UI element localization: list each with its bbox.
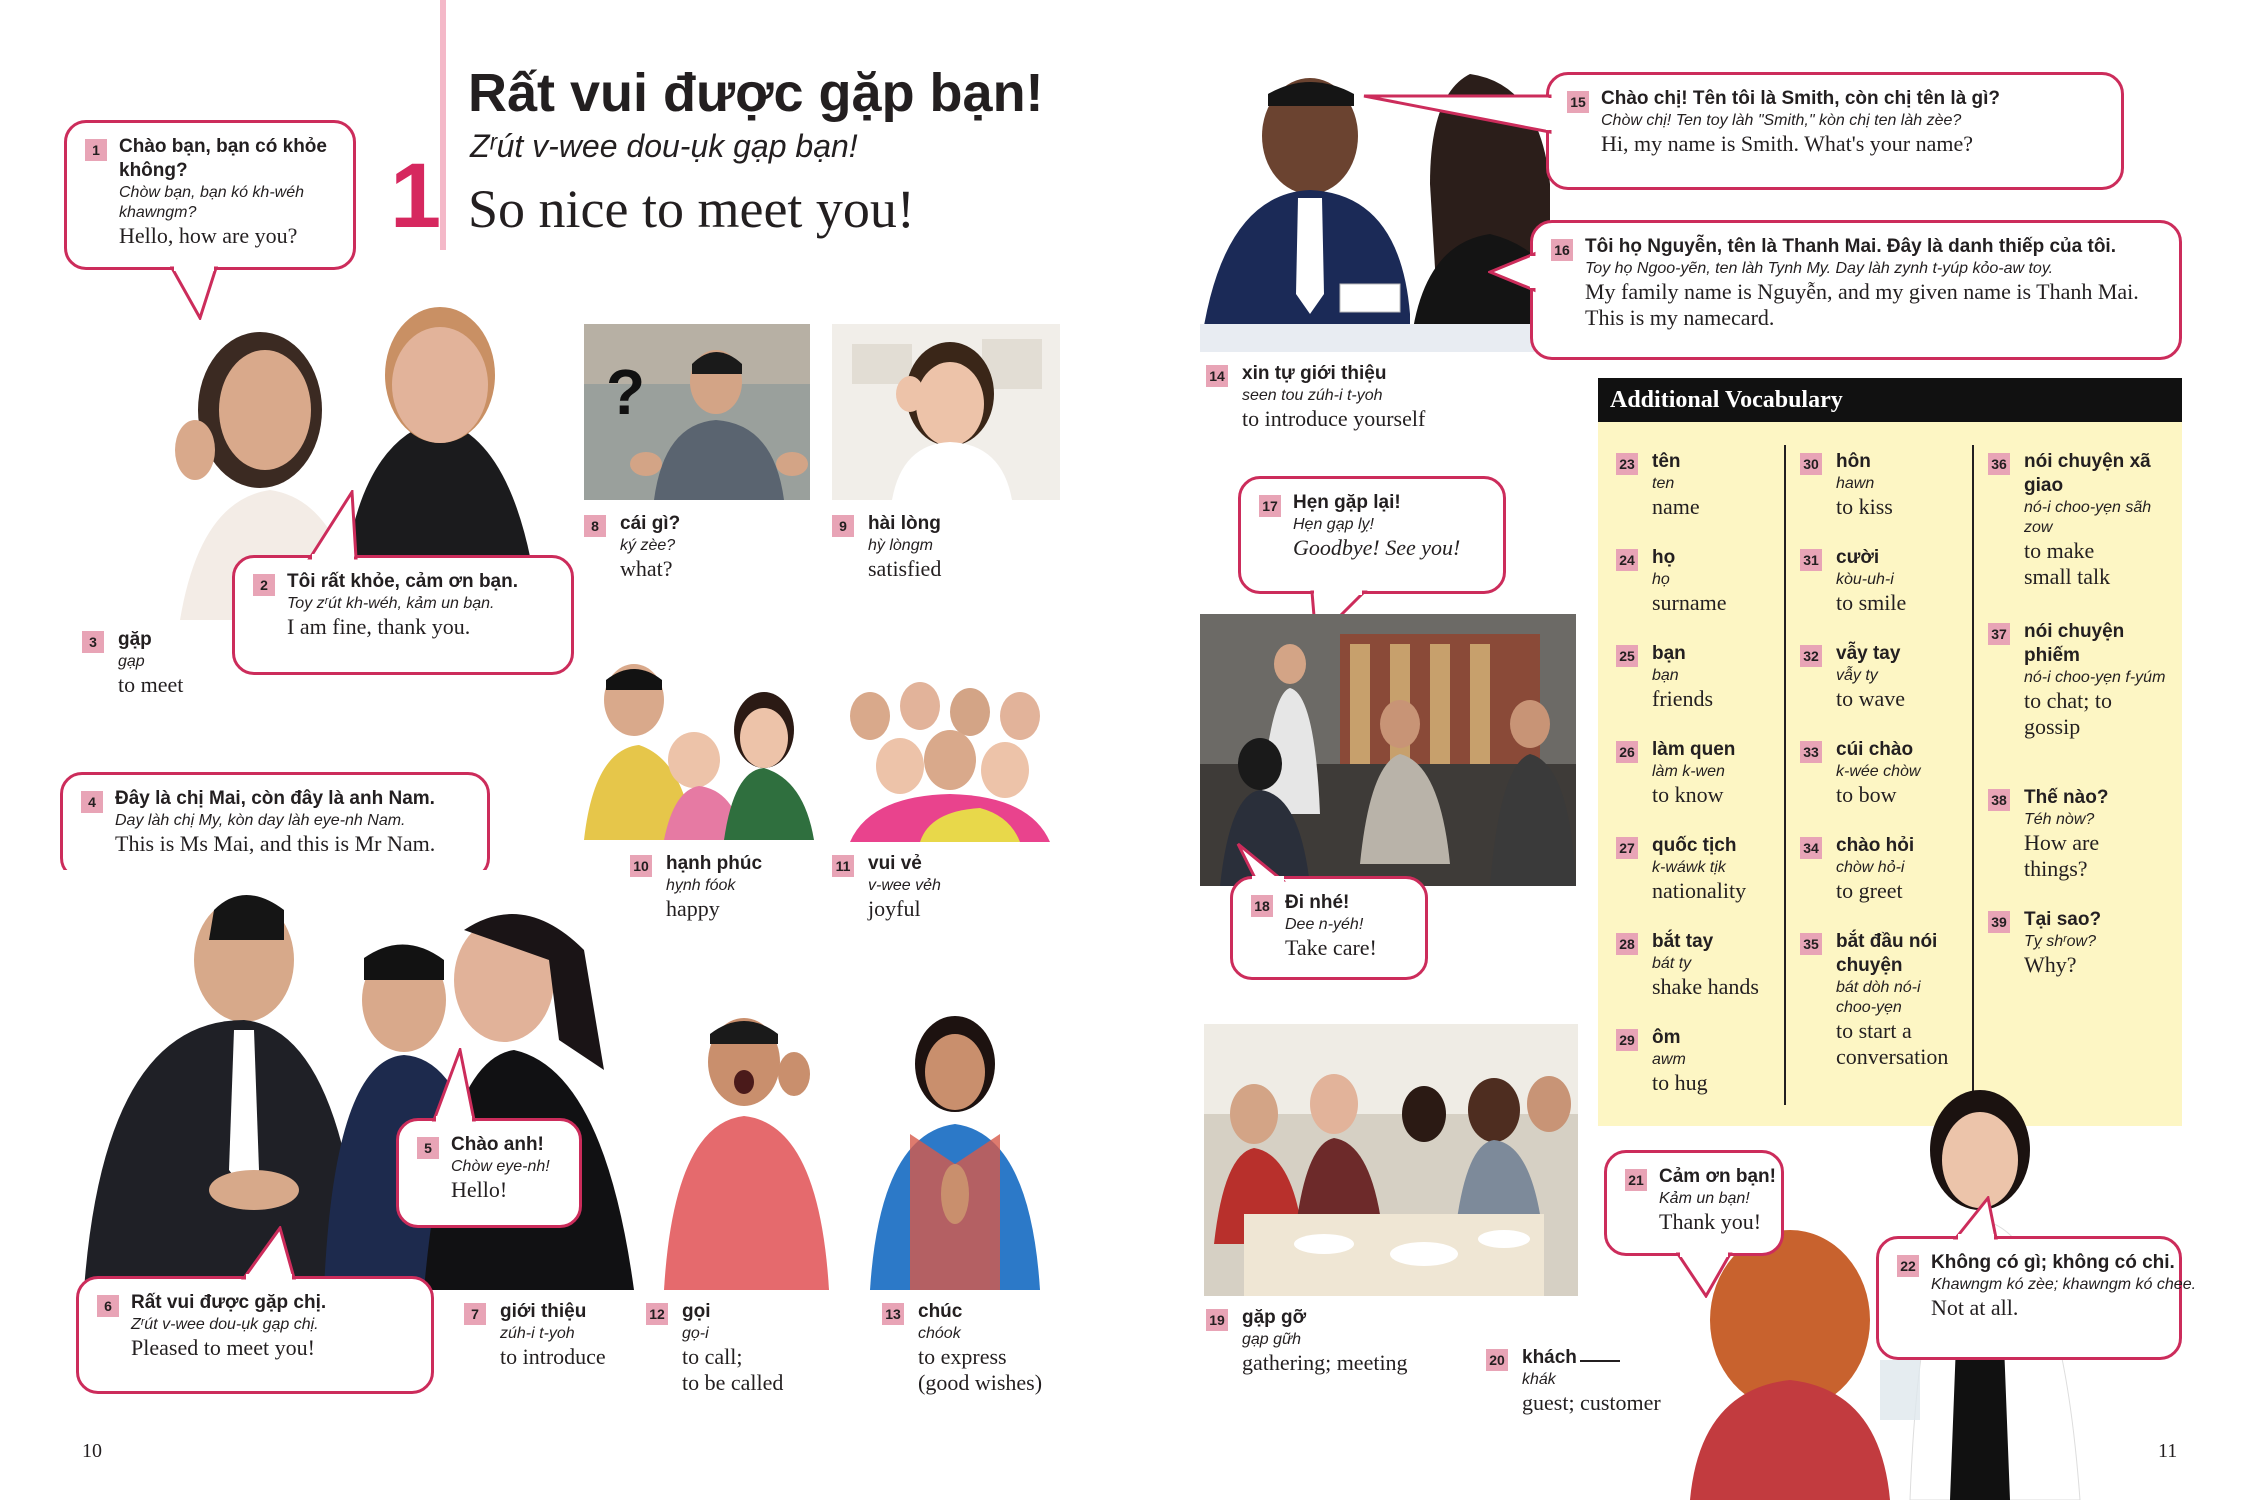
item-number: 18 xyxy=(1251,895,1273,917)
vocab-english: to express xyxy=(918,1344,1007,1369)
bubble-tail xyxy=(1676,1252,1736,1298)
vocab-pronunciation: làm k-wen xyxy=(1652,763,1725,780)
vocab-english: gathering; meeting xyxy=(1242,1350,1408,1375)
vocab-item-19 xyxy=(1206,1306,1446,1386)
svg-text:?: ? xyxy=(606,356,646,428)
vocab-vietnamese: chúc xyxy=(918,1301,963,1322)
vocab-item-9 xyxy=(832,512,1032,592)
vocab-vietnamese: giới thiệu xyxy=(500,1301,587,1322)
vocab-vietnamese: gọi xyxy=(682,1301,711,1322)
vocab-english: to make small talk xyxy=(2024,538,2111,589)
speech-bubble-22 xyxy=(1876,1236,2197,1360)
vocab-vietnamese: bắt tay xyxy=(1652,931,1714,952)
item-number: 19 xyxy=(1206,1309,1228,1331)
vocab-english: satisfied xyxy=(868,556,942,581)
vocab-pronunciation: chóok xyxy=(918,1325,961,1342)
item-number: 28 xyxy=(1616,933,1638,955)
item-number: 14 xyxy=(1206,365,1228,387)
item-number: 37 xyxy=(1988,623,2010,645)
bubble-vietnamese: Đi nhé! xyxy=(1285,892,1350,913)
vocab-english: name xyxy=(1652,494,1700,519)
vocab-item-8 xyxy=(584,512,784,592)
item-number: 23 xyxy=(1616,453,1638,475)
item-number: 26 xyxy=(1616,741,1638,763)
vocab-item-12 xyxy=(646,1300,836,1400)
vocab-english: what? xyxy=(620,556,673,581)
bubble-english: Hello! xyxy=(451,1177,508,1202)
item-number: 32 xyxy=(1800,645,1822,667)
additional-item-37 xyxy=(1988,620,2166,770)
bubble-english: This is Ms Mai, and this is Mr Nam. xyxy=(115,831,436,856)
vocab-pronunciation: gạp gữh xyxy=(1242,1331,1302,1348)
additional-item-31 xyxy=(1800,546,1970,636)
vocab-pronunciation: bạn xyxy=(1652,667,1679,684)
vocab-vietnamese: bắt đầu nói chuyện xyxy=(1836,931,1938,976)
vocab-vietnamese: gặp xyxy=(118,629,152,650)
bubble-vietnamese: Cảm ơn bạn! xyxy=(1659,1166,1776,1187)
item-number: 24 xyxy=(1616,549,1638,571)
additional-vocabulary-heading: Additional Vocabulary xyxy=(1598,378,2182,422)
bubble-tail xyxy=(240,1226,300,1280)
bubble-english: Thank you! xyxy=(1659,1209,1762,1234)
vocab-english: shake hands xyxy=(1652,974,1759,999)
vocab-pronunciation: bát ty xyxy=(1652,955,1692,972)
vocab-vietnamese: cười xyxy=(1836,547,1880,568)
bubble-vietnamese: Chào bạn, bạn có khỏe không? xyxy=(119,136,327,181)
vocab-english: How are things? xyxy=(2024,830,2100,881)
vocab-english: to introduce xyxy=(500,1344,606,1369)
vocab-pronunciation: ten xyxy=(1652,475,1675,492)
vocab-item-14 xyxy=(1206,362,1446,442)
item-number: 8 xyxy=(584,515,606,537)
bubble-english: Hi, my name is Smith. What's your name? xyxy=(1601,131,1974,156)
vocab-english: to greet xyxy=(1836,878,1903,903)
vocab-vietnamese: chào hỏi xyxy=(1836,835,1915,856)
vocab-vietnamese: hôn xyxy=(1836,451,1871,472)
vocab-pronunciation: v-wee vẻh xyxy=(868,877,941,894)
item-number: 12 xyxy=(646,1303,668,1325)
speech-bubble-18 xyxy=(1230,876,1428,980)
vocab-english: to hug xyxy=(1652,1070,1708,1095)
bubble-english: My family name is Nguyễn, and my given name is Thanh Mai. This is my namecard. xyxy=(1585,279,2139,330)
additional-item-34 xyxy=(1800,834,1970,924)
vocab-english: to smile xyxy=(1836,590,1907,615)
bubble-pronunciation: Day làh chị My, kòn day làh eye-nh Nam. xyxy=(115,812,406,829)
chapter-title-english: So nice to meet you! xyxy=(468,179,915,239)
bubble-pronunciation: Toy họ Ngoo-yẽn, ten làh Tynh My. Day làh zynh t-yúp kỏo-aw toy. xyxy=(1585,260,2054,277)
vocab-english: to call; xyxy=(682,1344,743,1369)
speech-bubble-5 xyxy=(396,1118,582,1228)
item-number: 6 xyxy=(97,1295,119,1317)
vocab-vietnamese: làm quen xyxy=(1652,739,1736,760)
additional-item-33 xyxy=(1800,738,1970,828)
bubble-pronunciation: Khawngm kó zèe; khawngm kó chee. xyxy=(1931,1276,2197,1293)
vocab-pronunciation: hawn xyxy=(1836,475,1875,492)
vocab-item-13 xyxy=(882,1300,1072,1400)
vocab-pronunciation: ký zèe? xyxy=(620,537,676,554)
item-number: 10 xyxy=(630,855,652,877)
vocab-english: to know xyxy=(1652,782,1724,807)
vocab-english-line2: (good wishes) xyxy=(918,1370,1043,1395)
bubble-pronunciation: Chòw eye-nh! xyxy=(451,1158,550,1175)
vocab-english-line2: to be called xyxy=(682,1370,784,1395)
item-number: 27 xyxy=(1616,837,1638,859)
vocab-vietnamese: xin tự giới thiệu xyxy=(1242,363,1387,384)
photo-confused-man xyxy=(584,324,810,500)
additional-item-39 xyxy=(1988,908,2158,988)
vocab-vietnamese: Tại sao? xyxy=(2024,909,2102,930)
vocab-item-7 xyxy=(464,1300,644,1380)
item-number: 31 xyxy=(1800,549,1822,571)
item-number: 29 xyxy=(1616,1029,1638,1051)
item-number: 11 xyxy=(832,855,854,877)
vocab-pronunciation: hỵnh fóok xyxy=(666,877,736,894)
vocab-pronunciation: bát dòh nó-i choo-yẹn xyxy=(1836,979,1921,1016)
vocab-english: guest; customer xyxy=(1522,1390,1661,1415)
additional-item-25 xyxy=(1616,642,1786,732)
vocab-item-20 xyxy=(1486,1346,1686,1426)
bubble-pronunciation: Kảm un bạn! xyxy=(1659,1190,1750,1207)
speech-bubble-17 xyxy=(1238,476,1506,594)
speech-bubble-21 xyxy=(1604,1150,1784,1256)
bubble-vietnamese: Đây là chị Mai, còn đây là anh Nam. xyxy=(115,788,435,809)
speech-bubble-15 xyxy=(1546,72,2124,190)
vocab-item-3 xyxy=(82,628,242,708)
vocab-vietnamese: ôm xyxy=(1652,1027,1681,1048)
speech-bubble-4 xyxy=(60,772,490,880)
vocab-vietnamese: vui vẻ xyxy=(868,853,922,874)
bubble-tail xyxy=(430,1048,480,1122)
bubble-pronunciation: Chòw bạn, bạn kó kh-wéh khawngm? xyxy=(119,184,304,221)
vocab-pronunciation: vẫy ty xyxy=(1836,667,1878,684)
bubble-vietnamese: Tôi rất khỏe, cảm ơn bạn. xyxy=(287,571,518,592)
vocab-vietnamese: nói chuyện xã giao xyxy=(2024,451,2151,496)
photo-happy-family xyxy=(584,650,814,840)
item-number: 36 xyxy=(1988,453,2010,475)
vocab-english: to bow xyxy=(1836,782,1897,807)
vocab-vietnamese: hài lòng xyxy=(868,513,941,534)
bubble-tail xyxy=(1488,250,1536,294)
speech-bubble-6 xyxy=(76,1276,434,1394)
vocab-pronunciation: hỳ lòngm xyxy=(868,537,933,554)
vocab-vietnamese: cúi chào xyxy=(1836,739,1914,760)
bubble-tail xyxy=(1362,92,1552,136)
item-number: 9 xyxy=(832,515,854,537)
vocab-english: nationality xyxy=(1652,878,1747,903)
chapter-title-vietnamese: Rất vui được gặp bạn! xyxy=(468,63,1044,123)
vocab-pronunciation: gạp xyxy=(118,653,145,670)
vocab-pronunciation: chòw hỏ-i xyxy=(1836,859,1905,876)
photo-joyful-group xyxy=(830,676,1062,842)
page-number-left: 10 xyxy=(82,1440,102,1462)
additional-item-32 xyxy=(1800,642,1970,732)
photo-man-calling xyxy=(644,1004,844,1290)
speech-bubble-2 xyxy=(232,555,574,675)
vocab-english: friends xyxy=(1652,686,1714,711)
photo-satisfied-woman xyxy=(832,324,1060,500)
item-number: 35 xyxy=(1800,933,1822,955)
vocab-vietnamese: khách xyxy=(1522,1347,1577,1368)
vocab-pronunciation: Tỵ shʳow? xyxy=(2024,933,2096,950)
additional-item-30 xyxy=(1800,450,1970,540)
item-number: 2 xyxy=(253,574,275,596)
item-number: 7 xyxy=(464,1303,486,1325)
bubble-tail xyxy=(1952,1196,2012,1240)
vocab-item-10 xyxy=(630,852,830,932)
vocab-english: to introduce yourself xyxy=(1242,406,1426,431)
additional-item-35 xyxy=(1800,930,1970,1080)
bubble-english: Goodbye! See you! xyxy=(1293,535,1461,560)
bubble-pronunciation: Chòw chị! Ten toy làh "Smith," kòn chị ten làh zèe? xyxy=(1601,112,1962,129)
item-number: 21 xyxy=(1625,1169,1647,1191)
vocab-english: to start a conversation xyxy=(1836,1018,1949,1069)
vocab-english: to meet xyxy=(118,672,184,697)
bubble-tail xyxy=(1236,842,1286,882)
item-number: 25 xyxy=(1616,645,1638,667)
bubble-vietnamese: Không có gì; không có chi. xyxy=(1931,1252,2175,1273)
bubble-vietnamese: Hẹn gặp lại! xyxy=(1293,492,1401,513)
item-number: 4 xyxy=(81,791,103,813)
vocab-vietnamese: hạnh phúc xyxy=(666,853,763,874)
vocab-vietnamese: tên xyxy=(1652,451,1681,472)
vocab-vietnamese: Thế nào? xyxy=(2024,787,2109,808)
bubble-pronunciation: Hẹn gạp lỵ! xyxy=(1293,516,1374,533)
item-number: 3 xyxy=(82,631,104,653)
vocab-item-11 xyxy=(832,852,1032,932)
additional-item-38 xyxy=(1988,786,2158,886)
item-number: 34 xyxy=(1800,837,1822,859)
pointer-line xyxy=(1580,1360,1620,1362)
bubble-english: Take care! xyxy=(1285,935,1377,960)
additional-item-36 xyxy=(1988,450,2158,600)
vocab-english: to chat; to gossip xyxy=(2024,688,2112,739)
vocab-pronunciation: kòu-uh-i xyxy=(1836,571,1894,588)
item-number: 38 xyxy=(1988,789,2010,811)
item-number: 15 xyxy=(1567,91,1589,113)
vocab-english: happy xyxy=(666,896,720,921)
bubble-pronunciation: Dee n-yéh! xyxy=(1285,916,1364,933)
vocab-pronunciation: awm xyxy=(1652,1051,1686,1068)
bubble-tail xyxy=(170,266,220,320)
item-number: 33 xyxy=(1800,741,1822,763)
vocab-pronunciation: nó-i choo-yẹn sãh zow xyxy=(2024,499,2152,536)
vocab-pronunciation: seen tou zúh-i t-yoh xyxy=(1242,387,1383,404)
item-number: 1 xyxy=(85,139,107,161)
additional-item-26 xyxy=(1616,738,1786,828)
chapter-number: 1 xyxy=(390,145,442,247)
item-number: 30 xyxy=(1800,453,1822,475)
vocab-vietnamese: họ xyxy=(1652,547,1676,568)
additional-item-24 xyxy=(1616,546,1786,636)
bubble-english: Not at all. xyxy=(1931,1295,2019,1320)
bubble-english: I am fine, thank you. xyxy=(287,614,471,639)
vocab-vietnamese: gặp gỡ xyxy=(1242,1307,1307,1328)
vocab-english: joyful xyxy=(868,896,921,921)
chapter-title-pronunciation: Zʳút v-wee dou-ụk gạp bạn! xyxy=(470,128,858,164)
bubble-vietnamese: Chào anh! xyxy=(451,1134,544,1155)
additional-item-28 xyxy=(1616,930,1786,1020)
vocab-vietnamese: bạn xyxy=(1652,643,1686,664)
vocab-vietnamese: vẫy tay xyxy=(1836,643,1901,664)
vocab-pronunciation: nó-i choo-yẹn f-yúm xyxy=(2024,669,2166,686)
item-number: 16 xyxy=(1551,239,1573,261)
bubble-vietnamese: Rất vui được gặp chị. xyxy=(131,1292,327,1313)
vocab-pronunciation: gọ-i xyxy=(682,1325,709,1342)
vocab-vietnamese: quốc tịch xyxy=(1652,835,1737,856)
vocab-english: to wave xyxy=(1836,686,1906,711)
item-number: 13 xyxy=(882,1303,904,1325)
speech-bubble-1 xyxy=(64,120,356,270)
speech-bubble-16 xyxy=(1530,220,2182,360)
vocab-english: Why? xyxy=(2024,952,2077,977)
vocab-pronunciation: khák xyxy=(1522,1371,1556,1388)
vocab-vietnamese: nói chuyện phiếm xyxy=(2024,621,2125,666)
vocab-pronunciation: k-wée chòw xyxy=(1836,763,1921,780)
vocab-pronunciation: k-wáwk tịk xyxy=(1652,859,1726,876)
bubble-pronunciation: Zʳút v-wee dou-ụk gạp chị. xyxy=(131,1316,319,1333)
vocab-english: surname xyxy=(1652,590,1727,615)
page-number-right: 11 xyxy=(2158,1440,2178,1462)
item-number: 17 xyxy=(1259,495,1281,517)
bubble-vietnamese: Tôi họ Nguyễn, tên là Thanh Mai. Đây là danh thiếp của tôi. xyxy=(1585,236,2116,257)
item-number: 22 xyxy=(1897,1255,1919,1277)
item-number: 20 xyxy=(1486,1349,1508,1371)
bubble-english: Pleased to meet you! xyxy=(131,1335,315,1360)
photo-restaurant-gathering xyxy=(1204,1024,1578,1296)
photo-woman-greeting xyxy=(850,1004,1060,1290)
vocab-pronunciation: zúh-i t-yoh xyxy=(500,1325,575,1342)
bubble-pronunciation: Toy zʳút kh-wéh, kảm un bạn. xyxy=(287,595,495,612)
bubble-english: Hello, how are you? xyxy=(119,223,298,248)
additional-item-23 xyxy=(1616,450,1786,540)
vocab-pronunciation: họ xyxy=(1652,571,1670,588)
vocab-english: to kiss xyxy=(1836,494,1893,519)
vocab-vietnamese: cái gì? xyxy=(620,513,681,534)
additional-item-27 xyxy=(1616,834,1786,924)
bubble-tail xyxy=(300,490,360,560)
item-number: 39 xyxy=(1988,911,2010,933)
item-number: 5 xyxy=(417,1137,439,1159)
vocab-pronunciation: Téh nòw? xyxy=(2024,811,2095,828)
bubble-vietnamese: Chào chị! Tên tôi là Smith, còn chị tên là gì? xyxy=(1601,88,2001,109)
